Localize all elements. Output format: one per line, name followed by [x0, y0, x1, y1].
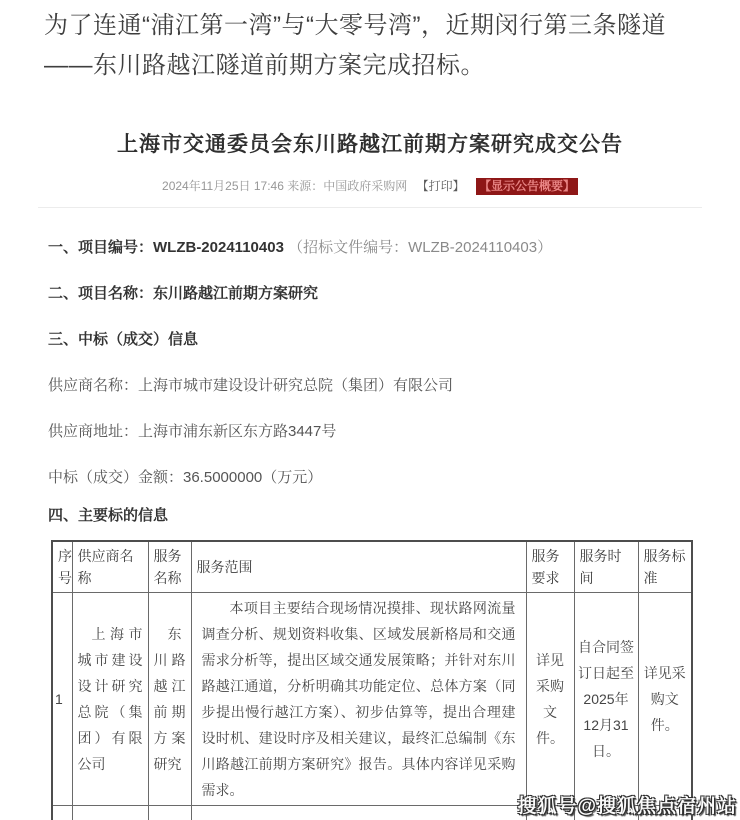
sohu-watermark: 搜狐号@搜狐焦点宿州站	[517, 796, 737, 817]
main-subject-label: 四、主要标的信息	[48, 507, 169, 524]
cell-service-standard: 详见采购文件。	[638, 592, 692, 805]
intro-paragraph: 为了连通“浦江第一湾”与“大零号湾”，近期闵行第三条隧道——东川路越江隧道前期方案完成招标。	[44, 12, 666, 79]
item-supplier-name: 供应商名称：上海市城市建设设计研究总院（集团）有限公司	[48, 377, 454, 394]
empty-cell	[191, 805, 526, 820]
empty-cell	[148, 805, 191, 820]
empty-cell	[72, 805, 148, 820]
header-supplier-name: 供应商名称	[72, 541, 148, 592]
header-service-scope: 服务范围	[191, 541, 526, 592]
item-project-name	[48, 284, 700, 304]
header-service-time: 服务时间	[574, 541, 638, 592]
cell-seq-no: 1	[52, 592, 72, 805]
header-service-standard: 服务标准	[638, 541, 692, 592]
award-info-label: 三、中标（成交）信息	[48, 331, 199, 348]
bid-doc-number-note: （招标文件编号：WLZB-2024110403）	[288, 239, 553, 256]
item-award-info-heading	[48, 330, 700, 350]
header-service-name: 服务名称	[148, 541, 191, 592]
meta-line	[0, 178, 740, 195]
meta-datetime: 2024年11月25日 17:46	[162, 179, 284, 193]
header-seq-no: 序号	[52, 541, 72, 592]
cell-service-name: 东川路越江前期方案研究	[148, 592, 191, 805]
empty-cell	[52, 805, 72, 820]
print-link[interactable]: 【打印】	[416, 179, 465, 193]
cell-service-time: 自合同签订日起至2025年12月31日。	[574, 592, 638, 805]
item-main-subject-heading	[48, 506, 700, 526]
divider	[38, 207, 702, 208]
table-header-row	[52, 541, 692, 592]
project-name-label: 二、项目名称：东川路越江前期方案研究	[48, 285, 319, 302]
item-supplier-address: 供应商地址：上海市浦东新区东方路3447号	[48, 423, 337, 440]
cell-service-requirement: 详见采购文件。	[526, 592, 574, 805]
meta-source: 来源：中国政府采购网	[287, 179, 408, 193]
announcement-items	[48, 238, 700, 526]
table-row	[52, 592, 692, 805]
cell-supplier-name: 上海市城市建设设计研究总院（集团）有限公司	[72, 592, 148, 805]
project-number-label: 一、项目编号：WLZB-2024110403	[48, 239, 284, 256]
header-service-requirement: 服务要求	[526, 541, 574, 592]
page-title: 上海市交通委员会东川路越江前期方案研究成交公告	[117, 133, 623, 156]
subject-info-table	[51, 540, 693, 820]
item-award-amount: 中标（成交）金额：36.5000000（万元）	[48, 469, 323, 486]
show-summary-badge[interactable]: 【显示公告概要】	[476, 178, 578, 195]
cell-service-scope: 本项目主要结合现场情况摸排、现状路网流量调查分析、规划资料收集、区域发展新格局和交通需求分析等，提出区域交通发展策略；并针对东川路越江通道，分析明确其功能定位、总体方案（同步提出慢行越江方案）、初步估算等，提出合理建设时机、建设时序及相关建议，最终汇总编制《东川路越江前期方案研究》报告。具体内容详见采购需求。	[191, 592, 526, 805]
item-project-number	[48, 238, 700, 258]
